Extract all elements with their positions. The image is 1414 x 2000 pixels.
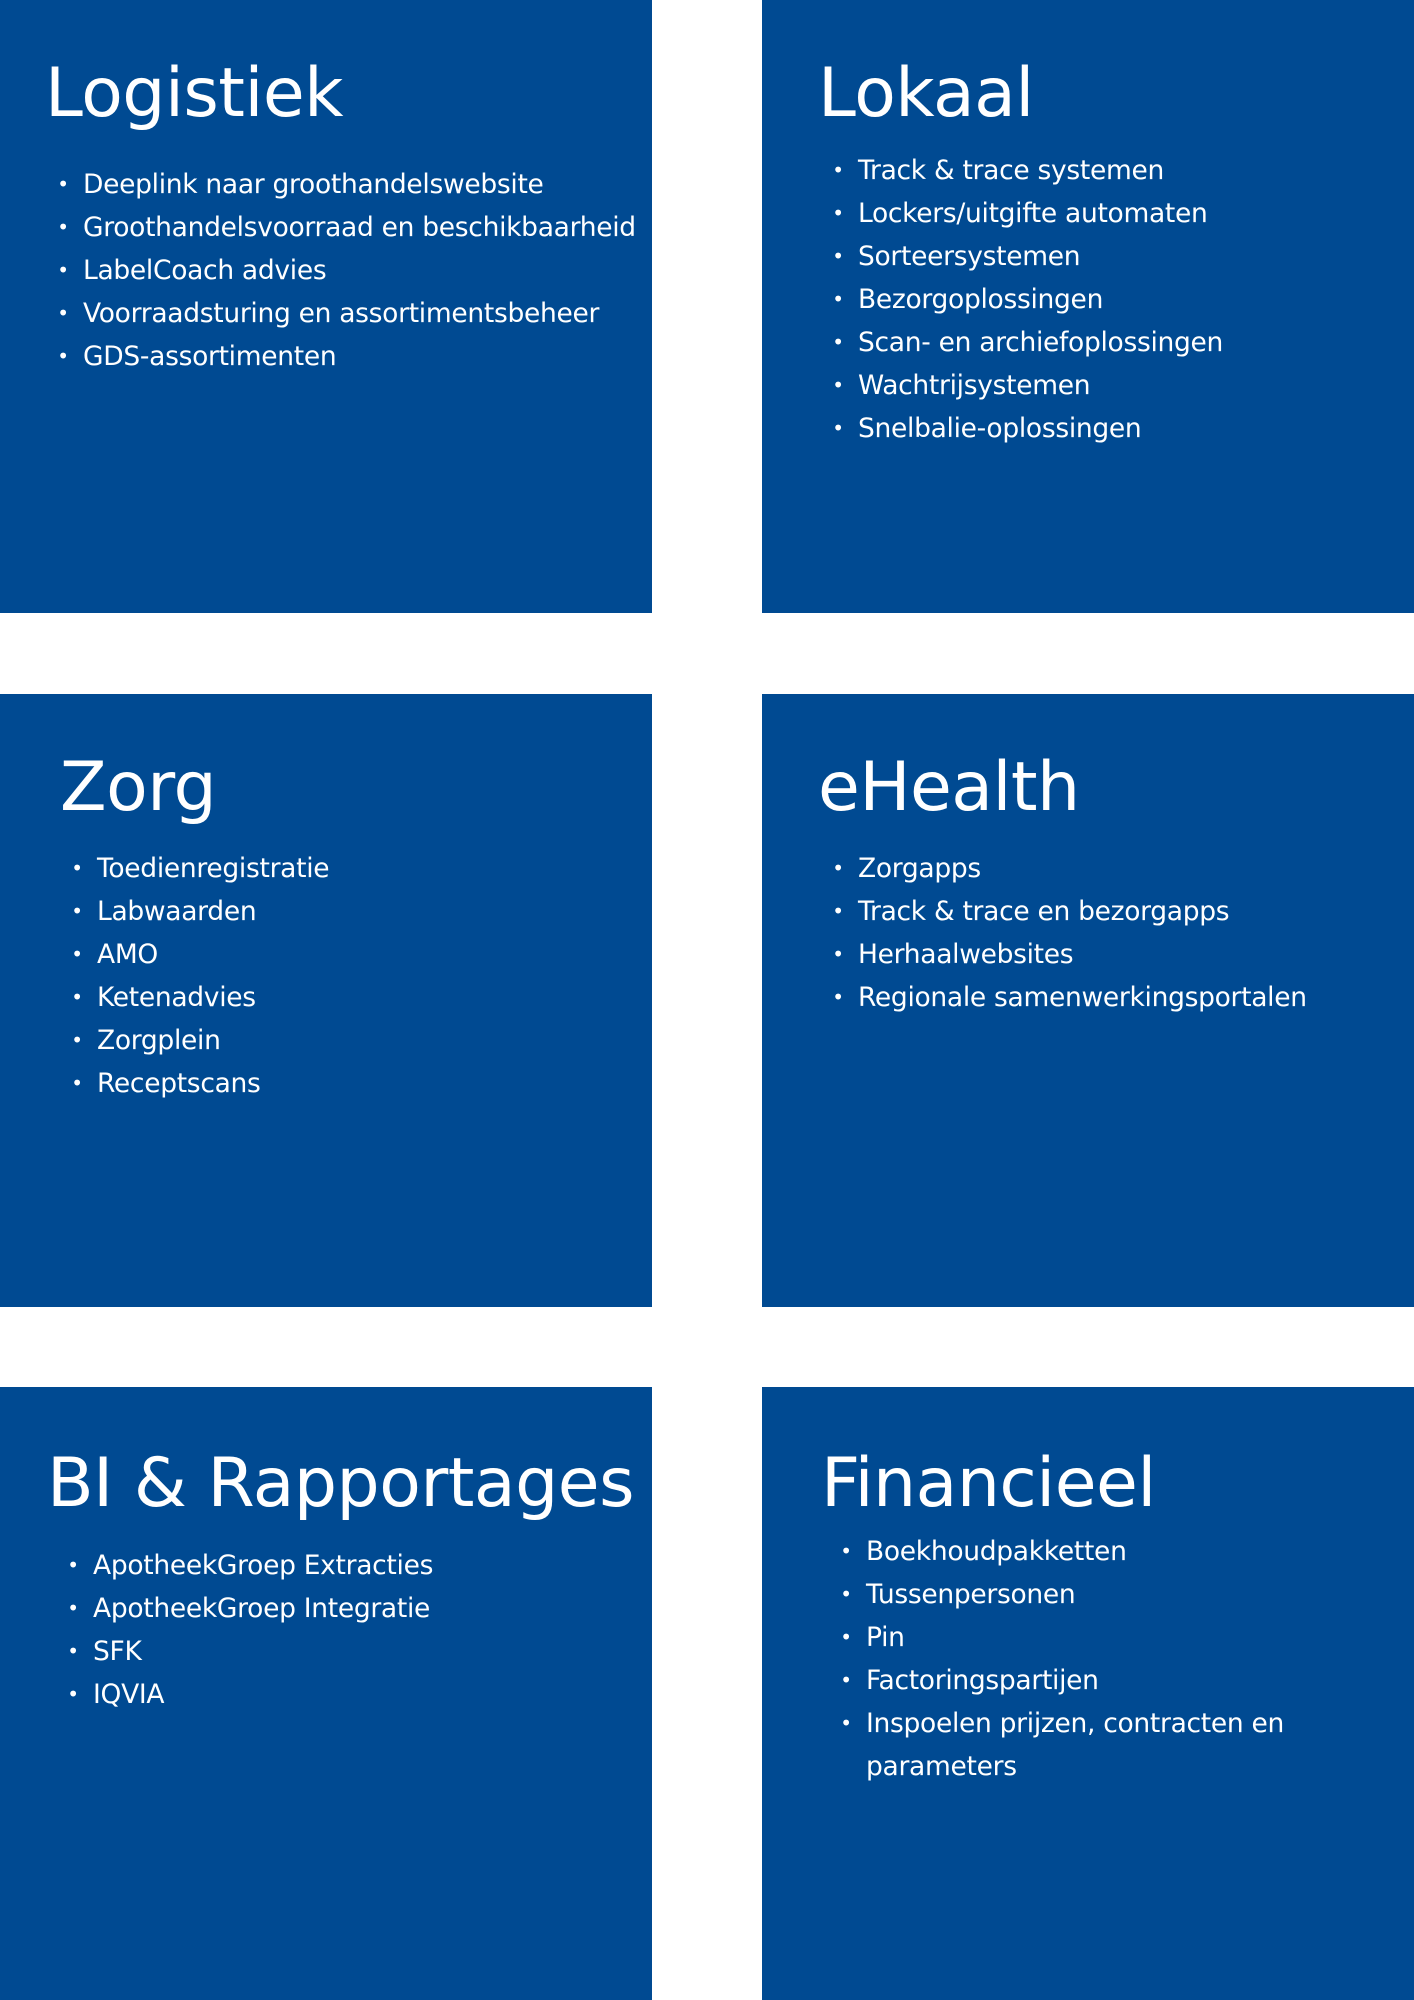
bullet-icon: •	[832, 201, 844, 225]
bullet-icon: •	[57, 301, 69, 325]
list-item: • Ketenadvies	[57, 976, 329, 1019]
tile-title: eHealth	[818, 748, 1080, 827]
bullet-icon: •	[67, 1682, 79, 1706]
list-item: • Bezorgoplossingen	[818, 278, 1223, 321]
tile-list	[43, 163, 636, 378]
bullet-icon: •	[71, 899, 83, 923]
bullet-icon: •	[832, 287, 844, 311]
bullet-icon: •	[57, 258, 69, 282]
list-item: • Boekhoudpakketten	[826, 1530, 1286, 1573]
list-item: • Scan- en archiefoplossingen	[818, 321, 1223, 364]
tile-ehealth	[762, 694, 1414, 1307]
tile-list	[818, 149, 1223, 450]
list-item: • Zorgapps	[818, 847, 1307, 890]
list-item: • Receptscans	[57, 1062, 329, 1105]
bullet-icon: •	[57, 215, 69, 239]
tile-title: BI & Rapportages	[47, 1444, 635, 1523]
tile-zorg	[0, 694, 652, 1307]
tile-title: Logistiek	[45, 54, 344, 133]
bullet-icon: •	[67, 1596, 79, 1620]
bullet-icon: •	[832, 158, 844, 182]
bullet-icon: •	[840, 1711, 852, 1735]
bullet-icon: •	[840, 1625, 852, 1649]
list-item: • Wachtrijsystemen	[818, 364, 1223, 407]
list-item: • Zorgplein	[57, 1019, 329, 1062]
list-item: • Inspoelen prijzen, contracten en parameters	[826, 1702, 1286, 1788]
list-item: • ApotheekGroep Extracties	[53, 1544, 433, 1587]
bullet-icon: •	[71, 1071, 83, 1095]
bullet-icon: •	[57, 344, 69, 368]
bullet-icon: •	[832, 330, 844, 354]
bullet-icon: •	[832, 985, 844, 1009]
list-item: • SFK	[53, 1630, 433, 1673]
tile-list	[57, 847, 329, 1105]
tile-list	[53, 1544, 433, 1716]
list-item: • Labwaarden	[57, 890, 329, 933]
list-item: • Regionale samenwerkingsportalen	[818, 976, 1307, 1019]
list-item: • Toedienregistratie	[57, 847, 329, 890]
list-item: • Track & trace systemen	[818, 149, 1223, 192]
list-item: • ApotheekGroep Integratie	[53, 1587, 433, 1630]
bullet-icon: •	[71, 1028, 83, 1052]
bullet-icon: •	[832, 416, 844, 440]
bullet-icon: •	[71, 942, 83, 966]
list-item: • Tussenpersonen	[826, 1573, 1286, 1616]
tile-title: Financieel	[821, 1444, 1156, 1523]
tile-financieel	[762, 1387, 1414, 2000]
bullet-icon: •	[840, 1539, 852, 1563]
list-item: • Voorraadsturing en assortimentsbeheer	[43, 292, 636, 335]
bullet-icon: •	[57, 172, 69, 196]
tile-logistiek	[0, 0, 652, 613]
list-item: • AMO	[57, 933, 329, 976]
bullet-icon: •	[67, 1639, 79, 1663]
bullet-icon: •	[71, 985, 83, 1009]
bullet-icon: •	[832, 942, 844, 966]
bullet-icon: •	[832, 856, 844, 880]
tile-lokaal	[762, 0, 1414, 613]
list-item: • Lockers/uitgifte automaten	[818, 192, 1223, 235]
tile-title: Zorg	[60, 748, 217, 827]
list-item: • Deeplink naar groothandelswebsite	[43, 163, 636, 206]
list-item: • Sorteersystemen	[818, 235, 1223, 278]
tile-bi-rapportages	[0, 1387, 652, 2000]
tile-list	[826, 1530, 1286, 1788]
list-item: • Groothandelsvoorraad en beschikbaarheid	[43, 206, 636, 249]
bullet-icon: •	[832, 899, 844, 923]
list-item: • Pin	[826, 1616, 1286, 1659]
list-item: • IQVIA	[53, 1673, 433, 1716]
bullet-icon: •	[71, 856, 83, 880]
bullet-icon: •	[67, 1553, 79, 1577]
bullet-icon: •	[840, 1582, 852, 1606]
bullet-icon: •	[832, 244, 844, 268]
list-item: • Snelbalie-oplossingen	[818, 407, 1223, 450]
tile-list	[818, 847, 1307, 1019]
list-item: • LabelCoach advies	[43, 249, 636, 292]
list-item: • GDS-assortimenten	[43, 335, 636, 378]
list-item: • Factoringspartijen	[826, 1659, 1286, 1702]
tile-title: Lokaal	[818, 54, 1034, 133]
list-item: • Herhaalwebsites	[818, 933, 1307, 976]
list-item: • Track & trace en bezorgapps	[818, 890, 1307, 933]
bullet-icon: •	[832, 373, 844, 397]
bullet-icon: •	[840, 1668, 852, 1692]
